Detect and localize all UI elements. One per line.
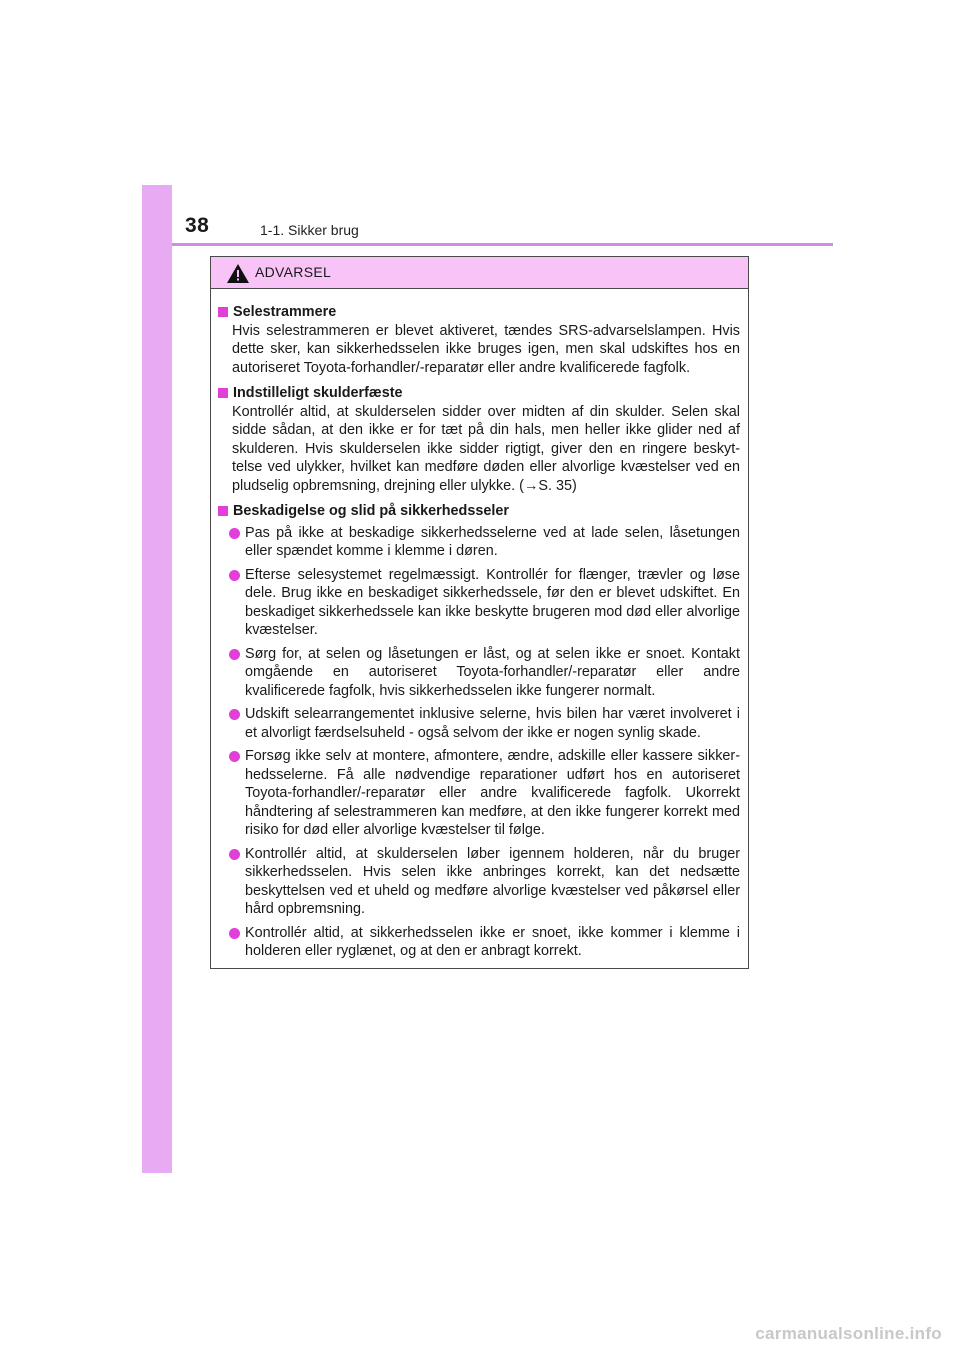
circle-bullet-icon [229,849,240,860]
warning-box [210,256,749,969]
bullet-text: Kontrollér altid, at skulderselen løber igennem holderen, når du bruger sikkerhedsselen. Hvis selen ikke anbringes korrekt, kan det nedsætte beskyttelsen ved et uheld og medføre alvorlige kvæstelser ved påkørsel eller hård opbremsning. [245,845,740,917]
circle-bullet-icon [229,928,240,939]
section-title: 1-1. Sikker brug [260,222,359,238]
bullet-text: Pas på ikke at beskadige sikkerhedsselerne ved at lade selen, låsetungen eller spændet komme i klemme i døren. [245,524,740,559]
circle-bullet-icon [229,709,240,720]
list-item [218,705,740,742]
item-title: Indstilleligt skulderfæste [233,385,403,401]
item-title: Beskadigelse og slid på sikkerhedsseler [233,503,509,519]
item-text: Hvis selestrammeren er blevet aktiveret, tændes SRS-advarselslampen. Hvis dette sker, kan sikkerhedsselen ikke bruges igen, men skal udskiftes hos en autoriseret Toyota-forhandler/-reparatør eller andre kvalificerede fagfolk. [232,322,740,376]
list-item [218,566,740,640]
chapter-side-bar [142,185,172,1173]
warning-triangle-icon [226,263,250,284]
warning-body [211,289,748,961]
list-item [218,924,740,961]
warning-label: ADVARSEL [255,264,332,280]
bullet-text: Udskift selearrangementet inklusive selerne, hvis bilen har været involveret i et alvorligt færdselsuheld - også selvom der ikke er nogen synlig skade. [245,706,740,741]
square-bullet-icon [218,506,228,516]
list-item [218,524,740,561]
circle-bullet-icon [229,649,240,660]
square-bullet-icon [218,307,228,317]
warning-item-selestrammere [218,303,740,377]
header-rule [172,243,833,246]
item-title: Selestrammere [233,304,337,320]
circle-bullet-icon [229,528,240,539]
watermark[interactable]: carmanualsonline.info [755,1324,942,1343]
list-item [218,645,740,701]
item-text: Kontrollér altid, at skulderselen sidder over midten af din skulder. Selen skal sidde sådan, at den ikke er for tæt på din hals, men heller ikke glider ned af skulderen. Hvis skulderselen ikke sidder rigtigt, giver den en ringere beskyt-telse ved ulykker, hvilket kan medføre døden eller alvorlige kvæstelser ved en pludselig opbremsning, drejning eller ulykke. (→S. 35) [232,403,740,494]
list-item [218,747,740,840]
circle-bullet-icon [229,751,240,762]
bullet-text: Efterse selesystemet regelmæssigt. Kontrollér for flænger, trævler og løse dele. Brug ikke en beskadiget sikkerhedssele, før den er blevet udskiftet. En beskadiget sikkerhedssele kan ikke beskytte brugeren mod død eller alvorlige kvæstelser. [245,566,740,638]
circle-bullet-icon [229,570,240,581]
square-bullet-icon [218,388,228,398]
page-number: 38 [185,214,210,237]
warning-item-skulderfaeste [218,384,740,495]
bullet-text: Kontrollér altid, at sikkerhedsselen ikke er snoet, ikke kommer i klemme i holderen eller ryglænet, og at den er anbragt korrekt. [245,924,740,959]
bullet-text: Forsøg ikke selv at montere, afmontere, ændre, adskille eller kassere sikker-hedsselerne. Få alle nødvendige reparationer udført hos en autoriseret Toyota-forhandler/-reparatør eller andre kvalificerede fagfolk. Ukorrekt håndtering af selestrammeren kan medføre, at den ikke fungerer korrekt med risiko for død eller alvorlige kvæstelser til følge. [245,748,740,838]
bullet-text: Sørg for, at selen og låsetungen er låst, og at selen ikke er snoet. Kontakt omgående en autoriseret Toyota-forhandler/-reparatør eller andre kvalificerede fagfolk, hvis sikkerhedsselen ikke fungerer normalt. [245,645,740,699]
warning-item-beskadigelse [218,502,740,961]
list-item [218,845,740,919]
warning-header [211,257,748,289]
